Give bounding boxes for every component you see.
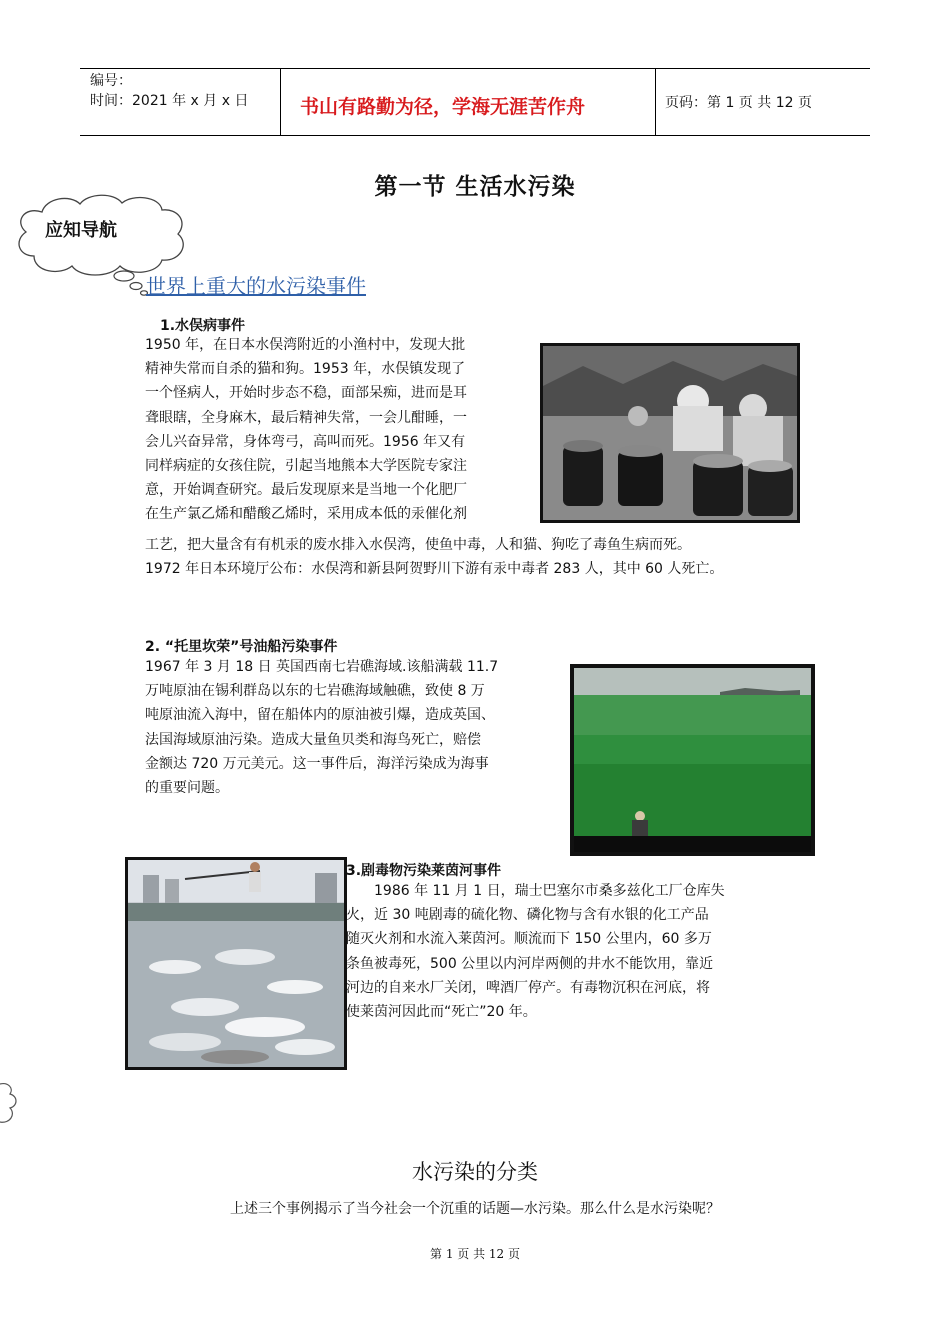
text-line: 1972 年日本环境厅公布：水俣湾和新县阿贺野川下游有汞中毒者 283 人，其中 60 人死亡。 [145, 561, 724, 578]
minamata-photo [540, 343, 800, 523]
text-line: 1967 年 3 月 18 日 英国西南七岩礁海域.该船满载 11.7 [145, 659, 499, 675]
text-line: 会儿兴奋异常，身体弯弓，高叫而死。1956 年又有 [145, 433, 466, 450]
text-line: 吨原油流入海中，留在船体内的原油被引爆，造成英国、 [145, 707, 495, 724]
partial-cloud-icon [0, 1080, 22, 1126]
algae-sea-photo [570, 664, 815, 856]
text-line: 一个怪病人，开始时步态不稳，面部呆痴，进而是耳 [145, 385, 467, 402]
text-line: 随灭火剂和水流入莱茵河。顺流而下 150 公里内，60 多万 [346, 931, 712, 948]
event2-body [145, 655, 575, 800]
header-bottom-rule [80, 135, 870, 136]
event1-body-continued [145, 533, 845, 581]
text-line: 在生产氯乙烯和醋酸乙烯时，采用成本低的汞催化剂 [145, 506, 467, 523]
dead-fish-photo [125, 857, 347, 1070]
header-divider [280, 68, 281, 136]
text-line: 1986 年 11 月 1 日，瑞士巴塞尔市桑多兹化工厂仓库失 [346, 883, 725, 899]
header-code-label: 编号： [90, 73, 132, 89]
header-top-rule [80, 68, 870, 69]
text-line: 同样病症的女孩住院，引起当地熊本大学医院专家注 [145, 458, 467, 475]
text-line: 精神失常而自杀的猫和狗。1953 年，水俣镇发现了 [145, 361, 466, 378]
header-page-info: 页码：第 1 页 共 12 页 [665, 95, 812, 111]
header-time-label: 时间：2021 年 x 月 x 日 [90, 93, 249, 109]
section-subheading: 水污染的分类 [412, 1160, 538, 1184]
event3-heading: 3.剧毒物污染莱茵河事件 [346, 863, 502, 879]
event1-body [145, 333, 545, 527]
intro-text: 上述三个事例揭示了当今社会一个沉重的话题—水污染。那么什么是水污染呢？ [230, 1201, 720, 1217]
text-line: 条鱼被毒死，500 公里以内河岸两侧的井水不能饮用，靠近 [346, 955, 714, 972]
text-line: 火，近 30 吨剧毒的硫化物、磷化物与含有水银的化工产品 [346, 907, 709, 924]
text-line: 意，开始调查研究。最后发现原来是当地一个化肥厂 [145, 482, 467, 499]
text-line: 聋眼瞎，全身麻木，最后精神失常，一会儿酣睡，一 [145, 409, 467, 426]
section-heading-link[interactable]: 世界上重大的水污染事件 [146, 274, 366, 298]
text-line: 万吨原油在锡利群岛以东的七岩礁海域触礁，致使 8 万 [145, 683, 485, 700]
text-line: 河边的自来水厂关闭，啤酒厂停产。有毒物沉积在河底，将 [346, 979, 710, 996]
page-title: 第一节 生活水污染 [374, 173, 576, 200]
cloud-label: 应知导航 [45, 220, 117, 241]
text-line: 1950 年，在日本水俣湾附近的小渔村中，发现大批 [145, 337, 466, 353]
text-line: 工艺，把大量含有有机汞的废水排入水俣湾，使鱼中毒，人和猫、狗吃了毒鱼生病而死。 [145, 537, 691, 553]
event2-heading: 2. “托里坎荣”号油船污染事件 [145, 639, 338, 655]
header-motto: 书山有路勤为径，学海无涯苦作舟 [300, 96, 586, 118]
page-footer: 第 1 页 共 12 页 [430, 1247, 520, 1261]
text-line: 使莱茵河因此而“死亡”20 年。 [346, 1004, 537, 1021]
text-line: 金额达 720 万元美元。这一事件后，海洋污染成为海事 [145, 755, 489, 772]
event3-body [346, 879, 806, 1024]
text-line: 法国海域原油污染。造成大量鱼贝类和海鸟死亡，赔偿 [145, 731, 481, 748]
header-divider [655, 68, 656, 136]
text-line: 的重要问题。 [145, 780, 229, 797]
event1-heading: 1.水俣病事件 [160, 318, 246, 334]
